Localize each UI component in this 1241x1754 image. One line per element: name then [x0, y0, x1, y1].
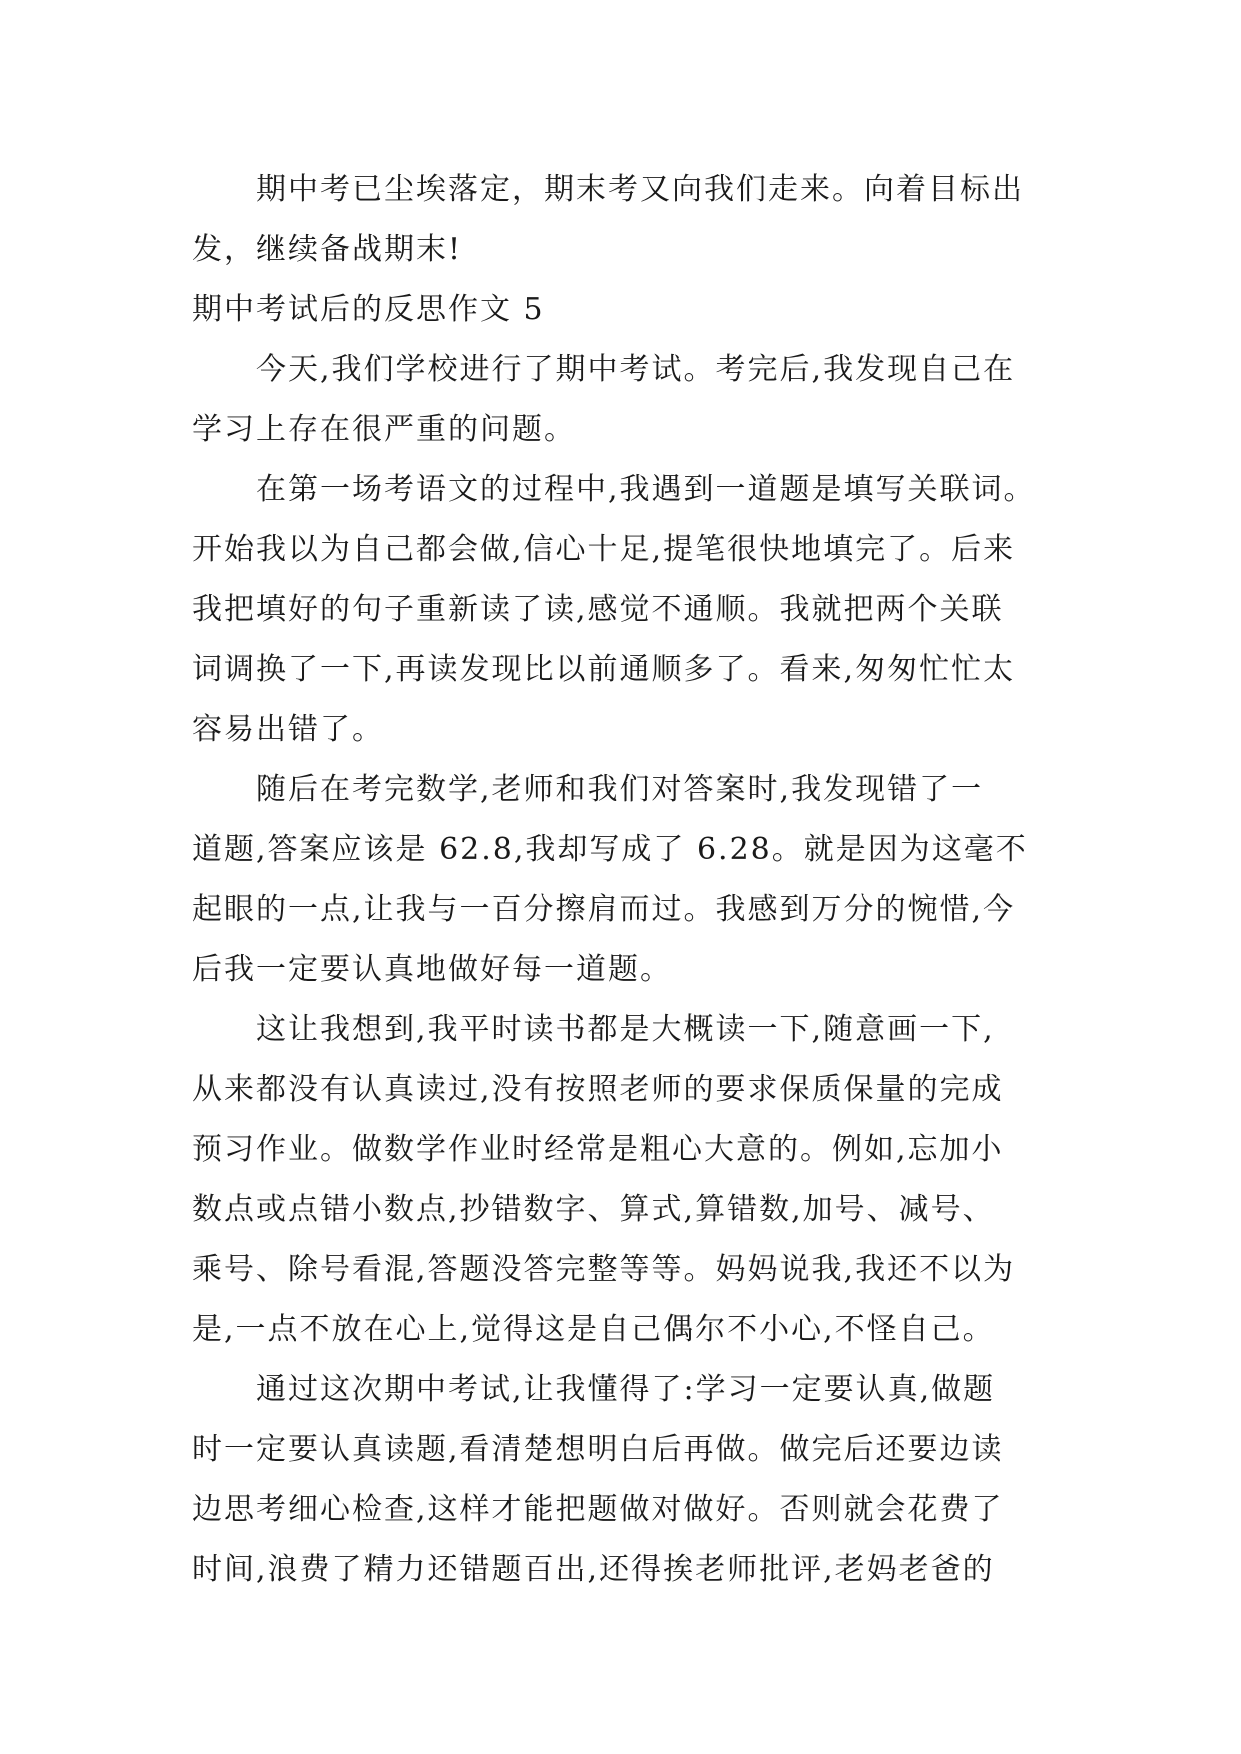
text-line: 我把填好的句子重新读了读,感觉不通顺。我就把两个关联	[192, 592, 1004, 627]
text-line: 在第一场考语文的过程中,我遇到一道题是填写关联词。	[256, 472, 1036, 507]
text-line: 词调换了一下,再读发现比以前通顺多了。看来,匆匆忙忙太	[192, 652, 1016, 687]
document-page	[192, 160, 1054, 1600]
text-line: 从来都没有认真读过,没有按照老师的要求保质保量的完成	[192, 1072, 1004, 1107]
text-line: 时间,浪费了精力还错题百出,还得挨老师批评,老妈老爸的	[192, 1552, 995, 1587]
text-line: 后我一定要认真地做好每一道题。	[192, 952, 672, 987]
text-line: 容易出错了。	[192, 712, 384, 747]
text-line: 开始我以为自己都会做,信心十足,提笔很快地填完了。后来	[192, 532, 1016, 567]
text-line: 发，继续备战期末!	[192, 232, 463, 267]
text-line: 是,一点不放在心上,觉得这是自己偶尔不小心,不怪自己。	[192, 1312, 995, 1347]
text-line: 道题,答案应该是 62.8,我却写成了 6.28。就是因为这毫不	[192, 832, 1028, 867]
text-line: 今天,我们学校进行了期中考试。考完后,我发现自己在	[256, 352, 1016, 387]
text-line: 起眼的一点,让我与一百分擦肩而过。我感到万分的惋惜,今	[192, 892, 1016, 927]
text-line: 这让我想到,我平时读书都是大概读一下,随意画一下,	[256, 1012, 995, 1047]
text-line: 随后在考完数学,老师和我们对答案时,我发现错了一	[256, 772, 984, 807]
text-line: 数点或点错小数点,抄错数字、算式,算错数,加号、减号、	[192, 1192, 995, 1227]
text-line: 期中考已尘埃落定，期末考又向我们走来。向着目标出	[256, 172, 1024, 207]
text-line: 时一定要认真读题,看清楚想明白后再做。做完后还要边读	[192, 1432, 1004, 1467]
text-line: 预习作业。做数学作业时经常是粗心大意的。例如,忘加小	[192, 1132, 1004, 1167]
text-line: 乘号、除号看混,答题没答完整等等。妈妈说我,我还不以为	[192, 1252, 1016, 1287]
section-title: 期中考试后的反思作文 5	[192, 292, 545, 327]
text-line: 学习上存在很严重的问题。	[192, 412, 576, 447]
text-line: 通过这次期中考试,让我懂得了:学习一定要认真,做题	[256, 1372, 996, 1407]
text-line: 边思考细心检查,这样才能把题做对做好。否则就会花费了	[192, 1492, 1004, 1527]
